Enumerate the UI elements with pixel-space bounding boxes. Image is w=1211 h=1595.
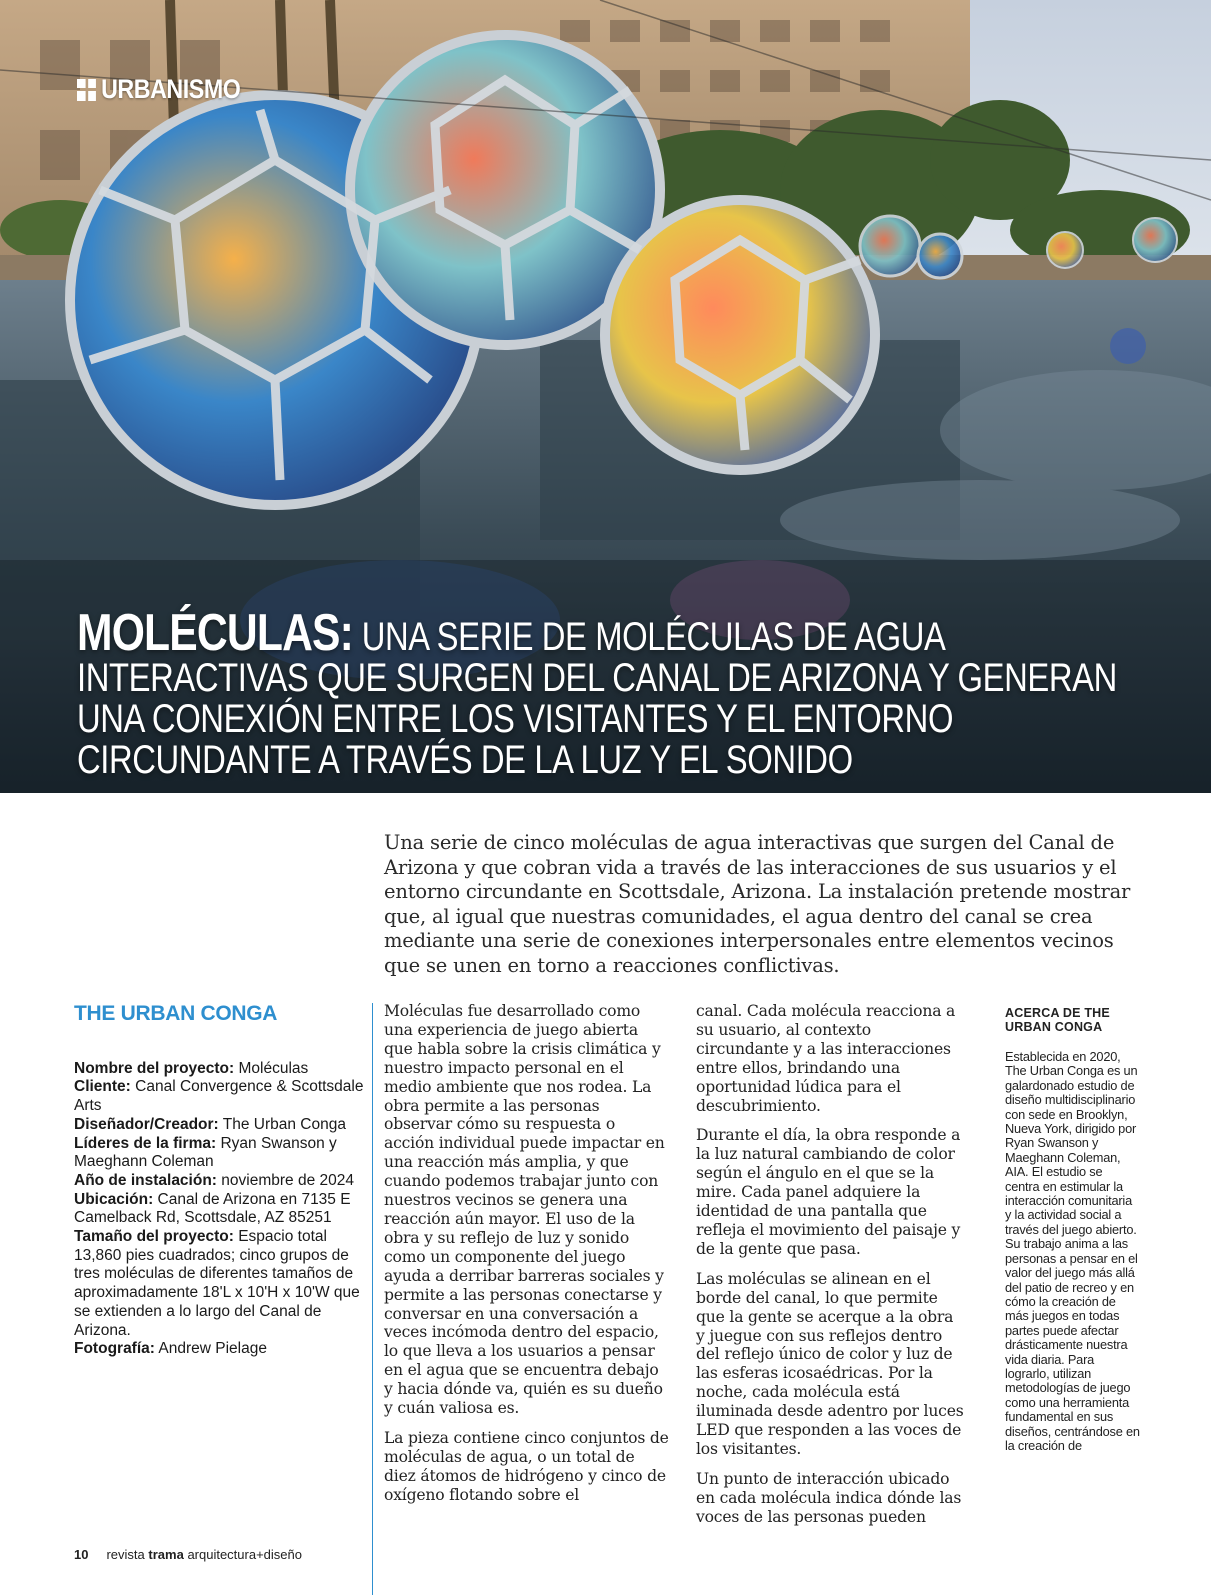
credit-location — [74, 1191, 364, 1228]
column-divider — [372, 1003, 373, 1595]
body-paragraph: Moléculas fue desarrollado como una experiencia de juego abierta que habla sobre la crisis climática y nuestro impacto personal en el medio ambiente que nos rodea. La obra permite a las personas observar cómo su respuesta o acción individual puede impactar en una reacción más amplia, y que cuando podemos trabajar junto con nuestros vecinos se genera una reacción aún mayor. El uso de la obra y su reflejo de luz y sonido como un componente del juego ayuda a derribar barreras sociales y permite a las personas conectarse y conversar en una conversación a veces incómoda dentro del espacio, lo que lleva a los usuarios a pensar en el agua que se encuentra debajo y hacia dónde va, quién es su dueño y cuán valiosa es. — [384, 1002, 665, 1418]
about-text: Establecida en 2020, The Urban Conga es un galardonado estudio de diseño multidisciplinario con sede en Brooklyn, Nueva York, dirigido por Ryan Swanson y Maeghann Coleman, AIA. El estudio se centra en estimular la interacción comunitaria y la actividad social a través del juego abierto. Su trabajo anima a las personas a pensar en el valor del juego más allá del patio de recreo y en cómo la creación de más juegos en todas partes puede afectar drásticamente nuestra vida diaria. Para lograrlo, utilizan metodologías de juego como una herramienta fundamental en sus diseños, centrándose en la creación de — [1005, 1049, 1140, 1453]
credit-value: noviembre de 2024 — [216, 1171, 354, 1189]
headline-line-4: CIRCUNDANTE A TRAVÉS DE LA LUZ Y EL SONIDO — [77, 738, 853, 782]
headline-strong: MOLÉCULAS: — [77, 604, 354, 662]
credit-value: Andrew Pielage — [154, 1340, 267, 1358]
credit-value: Canal Convergence & Scottsdale Arts — [74, 1078, 364, 1115]
headline-text-1: UNA SERIE DE MOLÉCULAS DE AGUA — [361, 615, 946, 659]
credit-value: Espacio total 13,860 pies cuadrados; cinco grupos de tres moléculas de diferentes tamaños de aproximadamente 18'L x 10'H x 10'W que se extienden a lo largo del Canal de Arizona. — [74, 1228, 360, 1339]
body-paragraph: La pieza contiene cinco conjuntos de moléculas de agua, o un total de diez átomos de hidrógeno y cinco de oxígeno flotando sobre el — [384, 1428, 669, 1504]
credit-key: Cliente: — [74, 1078, 131, 1096]
about-title: ACERCA DE THE URBAN CONGA — [1005, 1006, 1110, 1034]
credit-key: Líderes de la firma: — [74, 1134, 217, 1152]
section-label: URBANISMO — [101, 74, 241, 104]
headline-line-3: UNA CONEXIÓN ENTRE LOS VISITANTES Y EL ENTORNO — [77, 697, 954, 741]
body-column-1 — [384, 1002, 669, 1516]
publication-prefix: revista — [106, 1547, 145, 1562]
body-paragraph: canal. Cada molécula reacciona a su usuario, al contexto circundante y a las interacciones entre ellos, brindando una oportunidad lúdica para el descubrimiento. — [696, 1002, 956, 1115]
credit-key: Tamaño del proyecto: — [74, 1228, 234, 1246]
grid-icon — [77, 79, 96, 101]
body-column-2 — [696, 1002, 966, 1538]
credit-project-name — [74, 1060, 364, 1079]
headline — [77, 604, 1117, 782]
firm-name: THE URBAN CONGA — [74, 1002, 278, 1025]
body-paragraph: Durante el día, la obra responde a la luz natural cambiando de color según el ángulo en el que se la mire. Cada panel adquiere la identidad de una pantalla que refleja el movimiento del paisaje y de la gente que pasa. — [696, 1126, 961, 1258]
credit-key: Año de instalación: — [74, 1171, 217, 1189]
credit-year — [74, 1172, 364, 1191]
page-number: 10 — [74, 1547, 89, 1562]
credit-value: Moléculas — [234, 1059, 309, 1077]
headline-line-2: INTERACTIVAS QUE SURGEN DEL CANAL DE ARIZONA Y GENERAN — [77, 656, 1117, 700]
credit-key: Fotografía: — [74, 1340, 155, 1358]
credit-size — [74, 1228, 364, 1340]
credit-key: Diseñador/Creador: — [74, 1115, 219, 1133]
publication-brand: trama — [148, 1547, 184, 1562]
credit-value: Ryan Swanson y Maeghann Coleman — [74, 1134, 337, 1171]
project-credits — [74, 1002, 364, 1359]
publication-name — [106, 1547, 302, 1562]
credit-photography — [74, 1340, 364, 1359]
page-footer — [74, 1547, 302, 1562]
credit-designer — [74, 1116, 364, 1135]
lead-paragraph: Una serie de cinco moléculas de agua interactivas que surgen del Canal de Arizona y que cobran vida a través de las interacciones de sus usuarios y el entorno circundante en Scottsdale, Arizona. La instalación pretende mostrar que, al igual que nuestras comunidades, el agua dentro del canal se crea mediante una serie de conexiones interpersonales entre elementos vecinos que se unen en torno a reacciones conflictivas. — [384, 831, 1131, 977]
credit-value: The Urban Conga — [218, 1115, 346, 1133]
body-paragraph: Las moléculas se alinean en el borde del canal, lo que permite que la gente se acerque a la obra y juegue con sus reflejos dentro del reflejo único de color y luz de las esferas icosaédricas. Por la noche, cada molécula está iluminada desde adentro por luces LED que responden a las voces de los visitantes. — [696, 1269, 964, 1458]
credit-client — [74, 1078, 364, 1115]
headline-line-1 — [77, 604, 979, 662]
credit-leaders — [74, 1135, 364, 1172]
section-tag — [77, 74, 240, 105]
credit-value: Canal de Arizona en 7135 E Camelback Rd, Scottsdale, AZ 85251 — [74, 1190, 351, 1227]
body-paragraph: Un punto de interacción ubicado en cada molécula indica dónde las voces de las personas pueden — [696, 1469, 962, 1526]
publication-suffix: arquitectura+diseño — [187, 1547, 302, 1562]
credit-key: Ubicación: — [74, 1190, 154, 1208]
hero-photo — [0, 0, 1211, 793]
about-box — [1005, 1006, 1140, 1453]
credit-key: Nombre del proyecto: — [74, 1059, 235, 1077]
